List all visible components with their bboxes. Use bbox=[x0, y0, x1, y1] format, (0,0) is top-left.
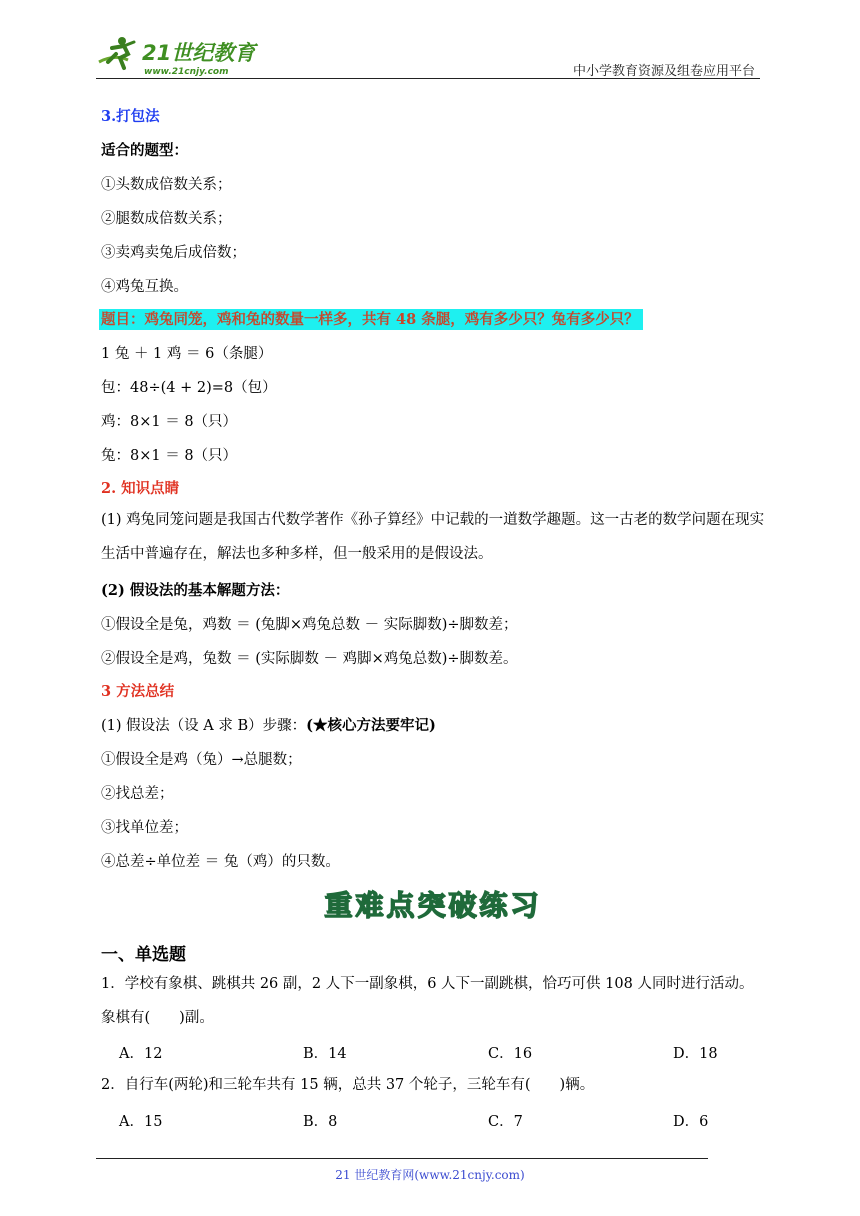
q2-option-d[interactable]: D．6 bbox=[673, 1114, 709, 1130]
section-title-packing: 3.打包法 bbox=[101, 108, 160, 125]
section-title-method: 3 方法总结 bbox=[101, 683, 175, 700]
logo-url: www.21cnjy.com bbox=[144, 67, 229, 77]
method-step: ①假设全是鸡（兔）→总腿数； bbox=[101, 752, 302, 768]
question-2: 2．自行车(两轮)和三轮车共有 15 辆，总共 37 个轮子，三轮车有( )辆。 bbox=[101, 1077, 595, 1093]
assumption-formula: ②假设全是鸡，兔数 ＝ (实际脚数 － 鸡脚×鸡兔总数)÷脚数差。 bbox=[101, 651, 518, 667]
q1-option-a[interactable]: A．12 bbox=[119, 1046, 163, 1062]
suitable-item: ③卖鸡卖兔后成倍数； bbox=[101, 245, 246, 261]
solution-step: 包：48÷(4 + 2)=8（包） bbox=[101, 380, 277, 396]
question-1: 1．学校有象棋、跳棋共 26 副，2 人下一副象棋，6 人下一副跳棋，恰巧可供 108 人同时进行活动。象棋有( )副。 bbox=[101, 976, 754, 1026]
site-logo bbox=[94, 32, 269, 78]
q1-option-c[interactable]: C．16 bbox=[488, 1046, 533, 1062]
footer-link[interactable]: 21 世纪教育网(www.21cnjy.com) bbox=[335, 1168, 525, 1182]
suitable-item: ①头数成倍数关系； bbox=[101, 177, 232, 193]
exercise-section-title: 一、单选题 bbox=[101, 945, 186, 965]
section-title-knowledge: 2. 知识点睛 bbox=[101, 480, 180, 497]
method-step: ④总差÷单位差 ＝ 兔（鸡）的只数。 bbox=[101, 854, 340, 870]
q1-option-d[interactable]: D．18 bbox=[673, 1046, 718, 1062]
method-intro-emphasis: (★核心方法要牢记) bbox=[306, 717, 436, 734]
q2-option-b[interactable]: B．8 bbox=[303, 1114, 338, 1130]
practice-banner bbox=[318, 884, 548, 924]
banner-text: 重难点突破练习 bbox=[324, 889, 542, 922]
problem-highlight: 题目：鸡兔同笼，鸡和兔的数量一样多，共有 48 条腿，鸡有多少只？兔有多少只？ bbox=[99, 309, 643, 330]
runner-logo-icon bbox=[99, 37, 134, 68]
solution-step: 鸡：8×1 ＝ 8（只） bbox=[101, 414, 238, 430]
platform-name: 中小学教育资源及组卷应用平台 bbox=[572, 64, 755, 79]
q2-option-a[interactable]: A．15 bbox=[119, 1114, 163, 1130]
suitable-item: ④鸡兔互换。 bbox=[101, 279, 188, 295]
assumption-method-title: (2) 假设法的基本解题方法： bbox=[101, 582, 290, 599]
q2-option-c[interactable]: C．7 bbox=[488, 1114, 523, 1130]
solution-step: 兔：8×1 ＝ 8（只） bbox=[101, 448, 238, 464]
assumption-formula: ①假设全是兔，鸡数 ＝ (兔脚×鸡兔总数 － 实际脚数)÷脚数差； bbox=[101, 617, 518, 633]
suitable-label: 适合的题型： bbox=[101, 142, 188, 159]
footer-divider bbox=[96, 1158, 708, 1159]
method-step: ③找单位差； bbox=[101, 820, 188, 836]
logo-text: 21世纪教育 bbox=[142, 41, 256, 65]
knowledge-paragraph: (1) 鸡兔同笼问题是我国古代数学著作《孙子算经》中记载的一道数学趣题。这一古老的数学问题在现实生活中普遍存在，解法也多种多样，但一般采用的是假设法。 bbox=[101, 512, 765, 562]
method-intro: (1) 假设法（设 A 求 B）步骤： bbox=[101, 718, 307, 734]
header-divider bbox=[96, 78, 760, 79]
suitable-item: ②腿数成倍数关系； bbox=[101, 211, 232, 227]
q1-option-b[interactable]: B．14 bbox=[303, 1046, 347, 1062]
method-step: ②找总差； bbox=[101, 786, 174, 802]
solution-step: 1 兔 ＋ 1 鸡 ＝ 6（条腿） bbox=[101, 346, 273, 362]
